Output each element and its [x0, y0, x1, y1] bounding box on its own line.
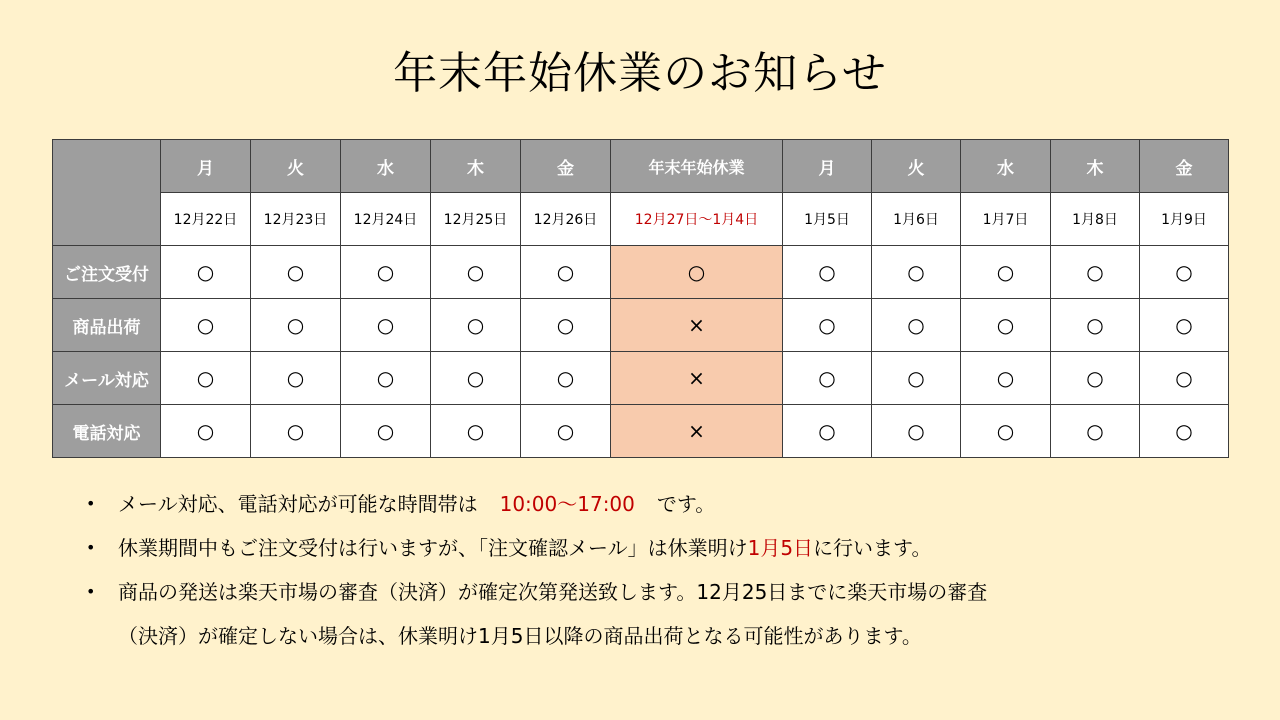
status-cell: ○	[521, 299, 611, 352]
table-row	[53, 352, 1229, 405]
status-cell: ○	[872, 352, 961, 405]
holiday-status-cell: ×	[611, 299, 783, 352]
day-header: 木	[431, 140, 521, 193]
status-cell: ○	[251, 246, 341, 299]
note-shipping	[82, 570, 1202, 658]
day-header: 火	[251, 140, 341, 193]
status-cell: ○	[961, 352, 1051, 405]
status-cell: ○	[1140, 352, 1229, 405]
holiday-header: 年末年始休業	[611, 140, 783, 193]
notes-list	[82, 482, 1202, 658]
status-cell: ○	[251, 352, 341, 405]
date-cell: 12月23日	[251, 193, 341, 246]
note-hours-suffix: です。	[656, 492, 716, 516]
table-row	[53, 405, 1229, 458]
status-cell: ○	[1051, 352, 1140, 405]
table-row	[53, 246, 1229, 299]
day-header: 水	[341, 140, 431, 193]
status-cell: ○	[872, 299, 961, 352]
day-header: 木	[1051, 140, 1140, 193]
date-cell: 12月24日	[341, 193, 431, 246]
status-cell: ○	[783, 352, 872, 405]
holiday-status-cell: ×	[611, 352, 783, 405]
date-cell: 1月7日	[961, 193, 1051, 246]
bullet-icon: •	[86, 582, 96, 601]
date-cell: 1月5日	[783, 193, 872, 246]
row-label-order: ご注文受付	[53, 246, 161, 299]
status-cell: ○	[161, 405, 251, 458]
reopen-date: 1月5日	[747, 536, 814, 560]
status-cell: ○	[521, 405, 611, 458]
status-cell: ○	[872, 246, 961, 299]
date-cell: 12月22日	[161, 193, 251, 246]
table-corner	[53, 140, 161, 246]
status-cell: ○	[961, 405, 1051, 458]
day-header: 月	[783, 140, 872, 193]
row-label-shipping: 商品出荷	[53, 299, 161, 352]
holiday-status-cell: ○	[611, 246, 783, 299]
status-cell: ○	[1140, 405, 1229, 458]
note-shipping-line1: 商品の発送は楽天市場の審査（決済）が確定次第発送致します。12月25日までに楽天市場の審査	[118, 580, 988, 604]
status-cell: ○	[872, 405, 961, 458]
note-email-text: 休業期間中もご注文受付は行いますが、「注文確認メール」は休業明け	[118, 536, 748, 560]
status-cell: ○	[961, 299, 1051, 352]
bullet-icon: •	[86, 538, 96, 557]
holiday-date-cell: 12月27日～1月4日	[611, 193, 783, 246]
status-cell: ○	[1140, 299, 1229, 352]
row-label-email: メール対応	[53, 352, 161, 405]
note-shipping-line2: （決済）が確定しない場合は、休業明け1月5日以降の商品出荷となる可能性があります。	[118, 624, 922, 648]
day-header: 水	[961, 140, 1051, 193]
table-row	[53, 299, 1229, 352]
note-email-suffix: に行います。	[813, 536, 932, 560]
status-cell: ○	[1140, 246, 1229, 299]
page-title: 年末年始休業のお知らせ	[393, 48, 887, 99]
note-hours-text: メール対応、電話対応が可能な時間帯は	[118, 492, 478, 516]
status-cell: ○	[1051, 299, 1140, 352]
date-row	[53, 193, 1229, 246]
status-cell: ○	[341, 246, 431, 299]
status-cell: ○	[161, 246, 251, 299]
day-header: 火	[872, 140, 961, 193]
note-hours	[82, 482, 1202, 526]
day-header-row	[53, 140, 1229, 193]
status-cell: ○	[783, 405, 872, 458]
status-cell: ○	[341, 405, 431, 458]
date-cell: 1月9日	[1140, 193, 1229, 246]
status-cell: ○	[1051, 405, 1140, 458]
day-header: 金	[521, 140, 611, 193]
status-cell: ○	[431, 352, 521, 405]
row-label-phone: 電話対応	[53, 405, 161, 458]
status-cell: ○	[341, 299, 431, 352]
status-cell: ○	[161, 352, 251, 405]
status-cell: ○	[521, 246, 611, 299]
holiday-status-cell: ×	[611, 405, 783, 458]
date-cell: 1月6日	[872, 193, 961, 246]
status-cell: ○	[161, 299, 251, 352]
status-cell: ○	[521, 352, 611, 405]
status-cell: ○	[251, 405, 341, 458]
status-cell: ○	[783, 299, 872, 352]
date-cell: 1月8日	[1051, 193, 1140, 246]
status-cell: ○	[431, 405, 521, 458]
business-hours: 10:00～17:00	[499, 492, 635, 516]
date-cell: 12月25日	[431, 193, 521, 246]
day-header: 金	[1140, 140, 1229, 193]
day-header: 月	[161, 140, 251, 193]
status-cell: ○	[341, 352, 431, 405]
bullet-icon: •	[86, 494, 96, 513]
status-cell: ○	[961, 246, 1051, 299]
holiday-schedule-table	[52, 139, 1229, 458]
note-confirmation-email	[82, 526, 1202, 570]
status-cell: ○	[783, 246, 872, 299]
date-cell: 12月26日	[521, 193, 611, 246]
status-cell: ○	[431, 246, 521, 299]
status-cell: ○	[251, 299, 341, 352]
status-cell: ○	[431, 299, 521, 352]
status-cell: ○	[1051, 246, 1140, 299]
